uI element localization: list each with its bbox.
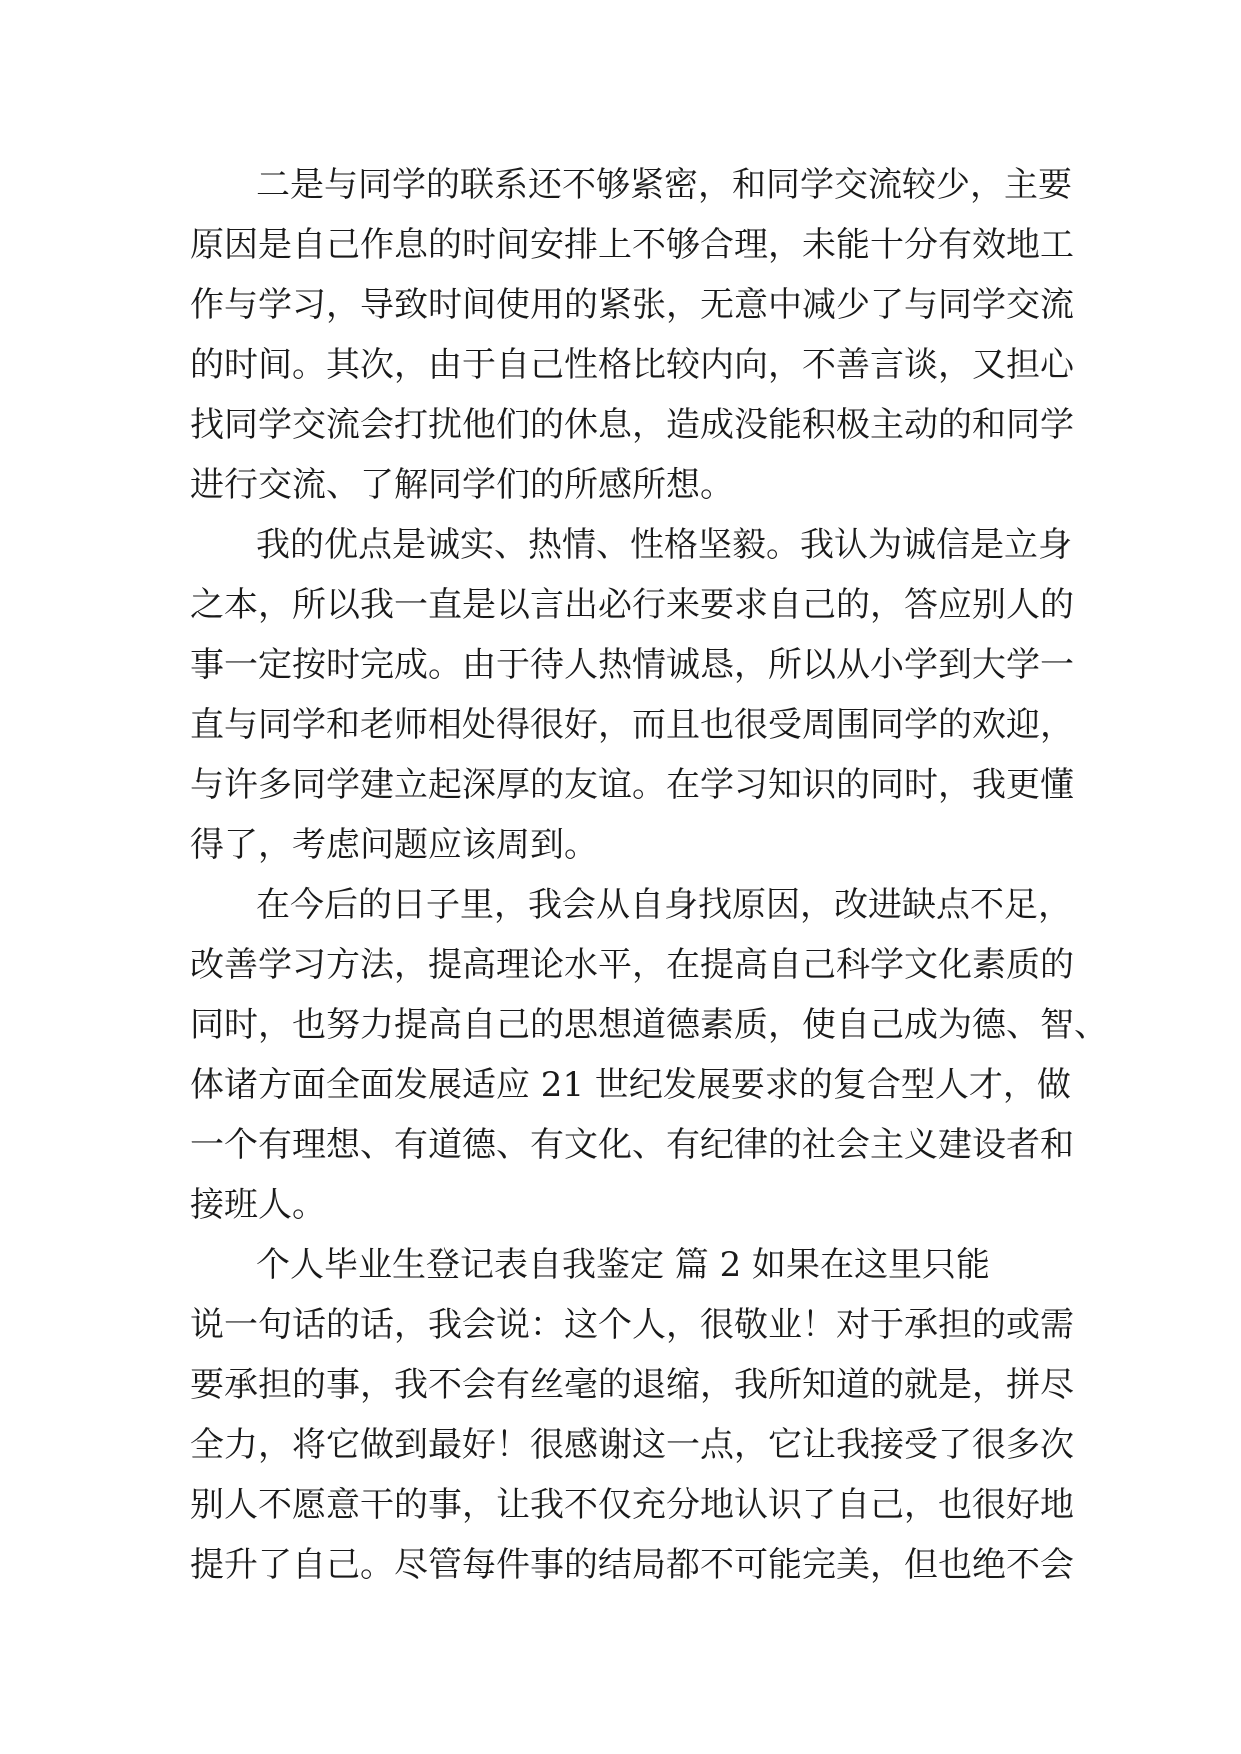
- paragraph-2-line-5: 与许多同学建立起深厚的友谊。在学习知识的同时，我更懂: [190, 765, 1074, 805]
- paragraph-2-line-1: 我的优点是诚实、热情、性格坚毅。我认为诚信是立身: [256, 525, 1072, 565]
- paragraph-2-line-3: 事一定按时完成。由于待人热情诚恳，所以从小学到大学一: [190, 645, 1074, 685]
- paragraph-1-line-3: 作与学习，导致时间使用的紧张，无意中减少了与同学交流: [190, 285, 1074, 325]
- paragraph-3-line-6: 接班人。: [190, 1185, 326, 1225]
- paragraph-4-line-5: 别人不愿意干的事，让我不仅充分地认识了自己，也很好地: [190, 1485, 1074, 1525]
- paragraph-3-line-4: 体诸方面全面发展适应 21 世纪发展要求的复合型人才，做: [190, 1065, 1071, 1105]
- paragraph-4-line-4: 全力，将它做到最好！很感谢这一点，它让我接受了很多次: [190, 1425, 1074, 1465]
- paragraph-1-line-2: 原因是自己作息的时间安排上不够合理，未能十分有效地工: [190, 225, 1074, 265]
- paragraph-4-line-3: 要承担的事，我不会有丝毫的退缩，我所知道的就是，拼尽: [190, 1365, 1074, 1405]
- paragraph-2-line-4: 直与同学和老师相处得很好，而且也很受周围同学的欢迎，: [190, 705, 1074, 745]
- paragraph-4-line-6: 提升了自己。尽管每件事的结局都不可能完美，但也绝不会: [190, 1545, 1074, 1585]
- paragraph-2-line-2: 之本，所以我一直是以言出必行来要求自己的，答应别人的: [190, 585, 1074, 625]
- paragraph-4-line-1: 个人毕业生登记表自我鉴定 篇 2 如果在这里只能: [256, 1245, 991, 1285]
- paragraph-1-line-1: 二是与同学的联系还不够紧密，和同学交流较少，主要: [256, 165, 1072, 205]
- paragraph-4-line-2: 说一句话的话，我会说：这个人，很敬业！对于承担的或需: [190, 1305, 1074, 1345]
- paragraph-3-line-3: 同时，也努力提高自己的思想道德素质，使自己成为德、智、: [190, 1005, 1108, 1045]
- paragraph-3-line-2: 改善学习方法，提高理论水平，在提高自己科学文化素质的: [190, 945, 1074, 985]
- paragraph-1-line-6: 进行交流、了解同学们的所感所想。: [190, 465, 734, 505]
- paragraph-1-line-4: 的时间。其次，由于自己性格比较内向，不善言谈，又担心: [190, 345, 1074, 385]
- paragraph-3-line-5: 一个有理想、有道德、有文化、有纪律的社会主义建设者和: [190, 1125, 1074, 1165]
- paragraph-1-line-5: 找同学交流会打扰他们的休息，造成没能积极主动的和同学: [190, 405, 1074, 445]
- paragraph-3-line-1: 在今后的日子里，我会从自身找原因，改进缺点不足，: [256, 885, 1072, 925]
- paragraph-2-line-6: 得了，考虑问题应该周到。: [190, 825, 598, 865]
